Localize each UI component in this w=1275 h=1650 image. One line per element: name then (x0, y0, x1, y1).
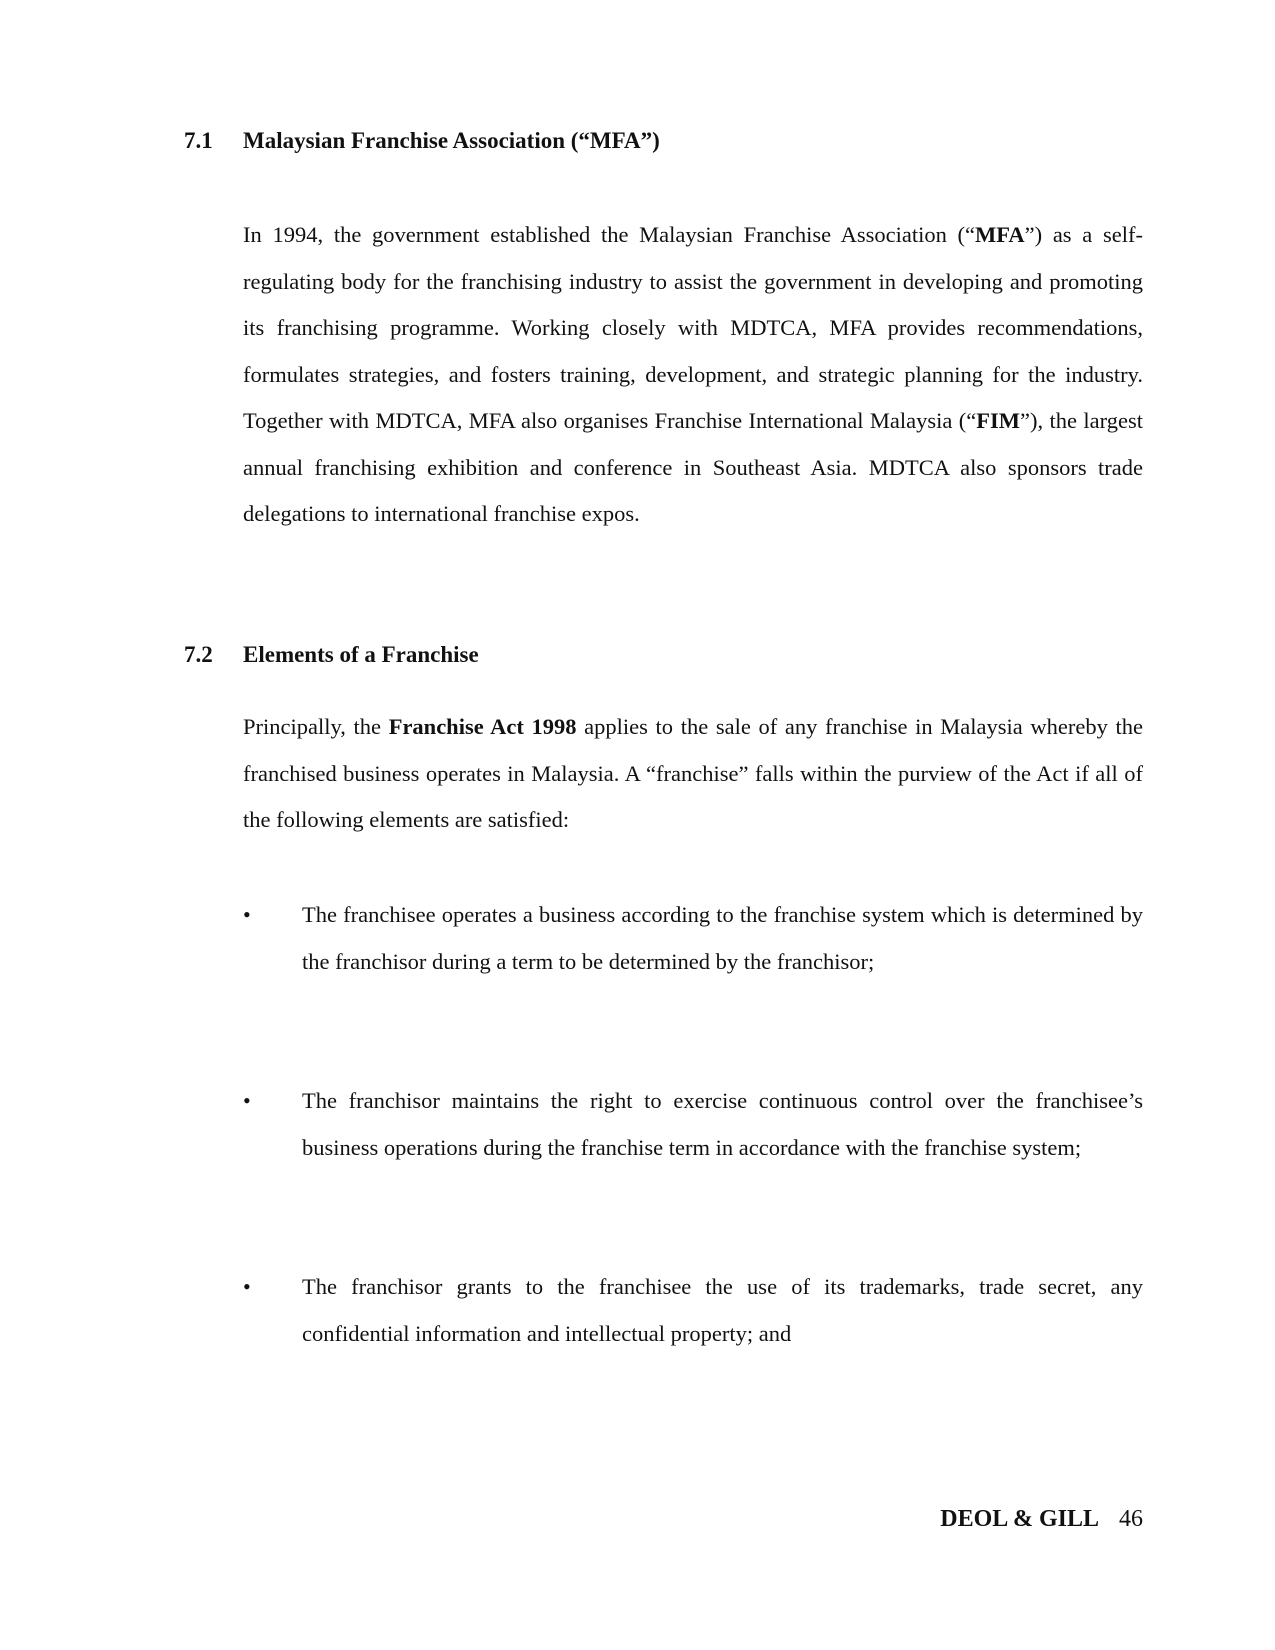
page-number: 46 (1119, 1506, 1143, 1532)
list-item-text: The franchisee operates a business according to the franchise system which is determined by the franchisor during a term to be determined by the franchisor; (302, 902, 1143, 974)
section-7-2-paragraph (243, 704, 1143, 844)
firm-name: DEOL & GILL (940, 1506, 1099, 1532)
bullet-icon: • (243, 1274, 251, 1299)
section-title: Malaysian Franchise Association (“MFA”) (243, 128, 660, 153)
paragraph-text: ”), the largest annual franchising exhibition and conference in Southeast Asia. MDTCA also sponsors trade delegations to international franchise expos. (243, 408, 1143, 526)
paragraph-text: ”) as a self-regulating body for the franchising industry to assist the government in developing and promoting its franchising programme. Working closely with MDTCA, MFA provides recommendations, formulates strategies, and fosters training, development, and strategic planning for the industry. Together with MDTCA, MFA also organises Franchise International Malaysia (“ (243, 222, 1143, 433)
paragraph-text: Principally, the (243, 714, 389, 739)
paragraph-text: applies to the sale of any franchise in Malaysia whereby the franchised business operates in Malaysia. A “franchise” falls within the purview of the Act if all of the following elements are satisfied: (243, 714, 1144, 832)
paragraph-bold-term: Franchise Act 1998 (388, 714, 577, 739)
section-title: Elements of a Franchise (243, 642, 479, 667)
page-footer (940, 1504, 1143, 1534)
bullet-icon: • (243, 902, 251, 927)
section-heading-7-1 (184, 126, 660, 156)
paragraph-bold-term: FIM (976, 408, 1021, 433)
list-item (243, 1078, 1143, 1171)
list-item-text: The franchisor grants to the franchisee the use of its trademarks, trade secret, any confidential information and intellectual property; and (302, 1274, 1143, 1346)
list-item (243, 892, 1143, 985)
section-number: 7.1 (184, 128, 213, 153)
bullet-icon: • (243, 1088, 251, 1113)
list-item-text: The franchisor maintains the right to exercise continuous control over the franchisee’s business operations during the franchise term in accordance with the franchise system; (302, 1088, 1143, 1160)
section-number: 7.2 (184, 642, 213, 667)
list-item (243, 1264, 1143, 1357)
paragraph-text: In 1994, the government established the Malaysian Franchise Association (“ (243, 222, 976, 247)
section-heading-7-2 (184, 640, 479, 670)
paragraph-bold-term: MFA (975, 222, 1025, 247)
section-7-1-paragraph (243, 212, 1143, 538)
